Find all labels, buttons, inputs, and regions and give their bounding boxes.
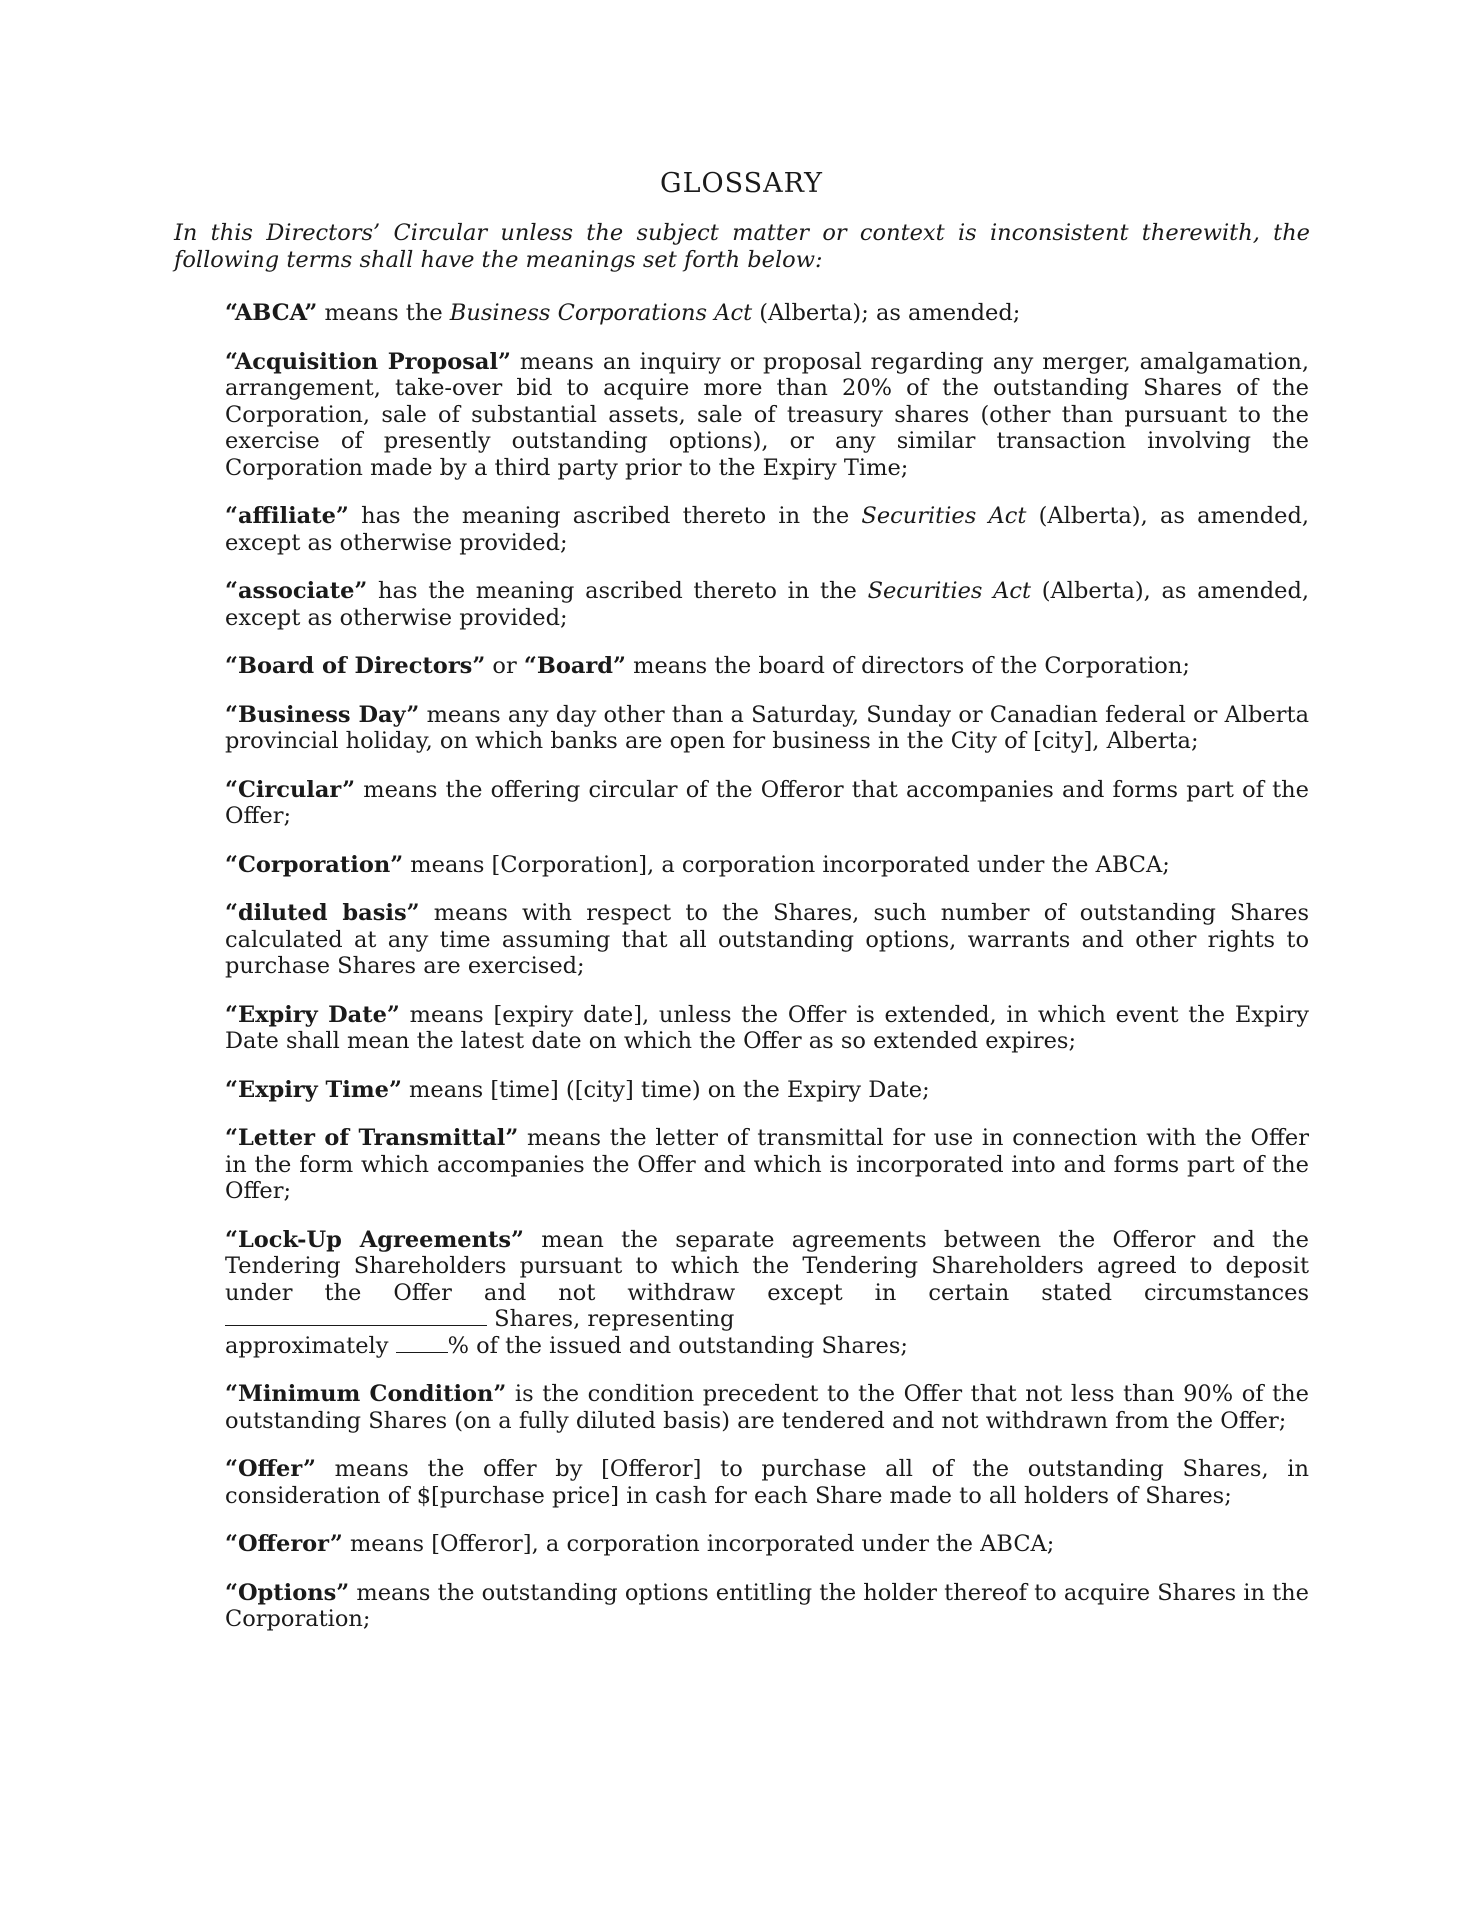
definition-text: (Alberta); as amended; [752, 300, 1021, 326]
definition-text: means with respect to the Shares, such number of outstanding Shares calculated at any time assuming that all outstanding options, warrants and other rights to purchase Shares are exercised; [225, 900, 1309, 979]
definition-lock-up-agreements [225, 1227, 1309, 1360]
statute-name: Securities Act [867, 578, 1032, 604]
definition-text: means an inquiry or proposal regarding any merger, amalgamation, arrangement, take-over bid to acquire more than 20% of the outstanding Shares of the Corporation, sale of substantial assets, sale of treasury shares (other than pursuant to the exercise of presently outstanding options), or any similar transaction involving the Corporation made by a third party prior to the Expiry Time; [225, 348, 1309, 481]
definition-board-of-directors [225, 653, 1309, 680]
definition-text: means [Corporation], a corporation incorporated under the ABCA; [403, 851, 1170, 878]
definition-text: Shares, representing [487, 1306, 735, 1332]
definition-term: “Minimum Condition” [225, 1381, 507, 1407]
definition-text: means the board of directors of the Corporation; [625, 653, 1190, 679]
fill-in-blank-percent [396, 1333, 448, 1353]
definition-text: % of the issued and outstanding Shares; [447, 1332, 908, 1359]
definition-text: means the letter of transmittal for use in connection with the Offer in the form which accompanies the Offer and which is incorporated into and forms part of the Offer; [225, 1125, 1309, 1204]
statute-name: Business Corporations Act [449, 300, 753, 326]
definition-term-alt: “Board” [523, 653, 626, 679]
definition-associate [225, 578, 1309, 631]
definition-acquisition-proposal [225, 349, 1309, 482]
definition-text: means the [317, 300, 450, 326]
definition-term: “Corporation” [225, 851, 404, 878]
definition-term: “ABCA” [225, 300, 318, 326]
definition-term: “associate” [225, 578, 368, 604]
definition-term: “Letter of Transmittal” [225, 1125, 519, 1151]
definition-term: “Business Day” [225, 701, 420, 728]
definition-affiliate [225, 503, 1309, 556]
definition-text: means the offering circular of the Offeror that accompanies and forms part of the Offer; [225, 776, 1309, 829]
definition-term: “Offer” [225, 1456, 316, 1482]
definition-term: “Offeror” [225, 1531, 343, 1557]
definition-term: “Options” [225, 1579, 350, 1606]
definition-term: “affiliate” [225, 503, 349, 529]
fill-in-blank-shares [225, 1306, 487, 1326]
definition-text: means [Offeror], a corporation incorporated under the ABCA; [342, 1531, 1055, 1557]
definition-term: “Acquisition Proposal” [225, 348, 511, 375]
definition-options [225, 1580, 1309, 1633]
definition-text: has the meaning ascribed thereto in the [367, 578, 868, 604]
definition-text: has the meaning ascribed thereto in the [348, 503, 862, 529]
definition-diluted-basis [225, 900, 1309, 980]
definition-term: “Expiry Date” [225, 1001, 400, 1028]
definition-expiry-date [225, 1002, 1309, 1055]
page-title: GLOSSARY [660, 168, 823, 199]
definition-offeror [225, 1531, 1309, 1558]
definition-text: means the offer by [Offeror] to purchase all of the outstanding Shares, in consideration of $[purchase price] in cash for each Share made to all holders of Shares; [225, 1456, 1309, 1509]
definition-term: “diluted basis” [225, 900, 420, 926]
definition-text: approximately [225, 1332, 396, 1359]
definition-text: means [expiry date], unless the Offer is extended, in which event the Expiry Date shall mean the latest date on which the Offer as so extended expires; [225, 1001, 1310, 1054]
definition-expiry-time [225, 1077, 1309, 1104]
definition-text: means the outstanding options entitling the holder thereof to acquire Shares in the Corporation; [225, 1579, 1309, 1632]
statute-name: Securities Act [861, 503, 1027, 529]
intro-paragraph: In this Directors’ Circular unless the subject matter or context is inconsistent therewith, the following terms shall have the meanings set forth below: [174, 220, 1310, 273]
definition-text: (Alberta), as amended, except as otherwise provided; [225, 503, 1310, 556]
definition-abca [225, 300, 1309, 327]
definition-term: “Expiry Time” [225, 1076, 402, 1103]
definition-offer [225, 1456, 1309, 1509]
definitions-list [225, 300, 1309, 1655]
definition-text: (Alberta), as amended, except as otherwise provided; [225, 578, 1309, 631]
definition-text: or [485, 653, 524, 679]
definition-term: “Board of Directors” [225, 653, 486, 679]
definition-corporation [225, 852, 1309, 879]
definition-letter-of-transmittal [225, 1125, 1309, 1205]
definition-circular [225, 777, 1309, 830]
definition-text: means any day other than a Saturday, Sunday or Canadian federal or Alberta provincial holiday, on which banks are open for business in the City of [city], Alberta; [225, 701, 1309, 754]
definition-term: “Circular” [225, 776, 356, 803]
definition-term: “Lock-Up Agreements” [225, 1226, 524, 1253]
definition-text: is the condition precedent to the Offer that not less than 90% of the outstanding Shares (on a fully diluted basis) are tendered and not withdrawn from the Offer; [225, 1381, 1309, 1434]
definition-minimum-condition [225, 1381, 1309, 1434]
definition-business-day [225, 702, 1309, 755]
definition-text: means [time] ([city] time) on the Expiry Date; [401, 1076, 930, 1103]
definition-text: mean the separate agreements between the Offeror and the Tendering Shareholders pursuant to which the Tendering Shareholders agreed to deposit under the Offer and not withdraw except in certain stated circumstances [225, 1226, 1309, 1306]
